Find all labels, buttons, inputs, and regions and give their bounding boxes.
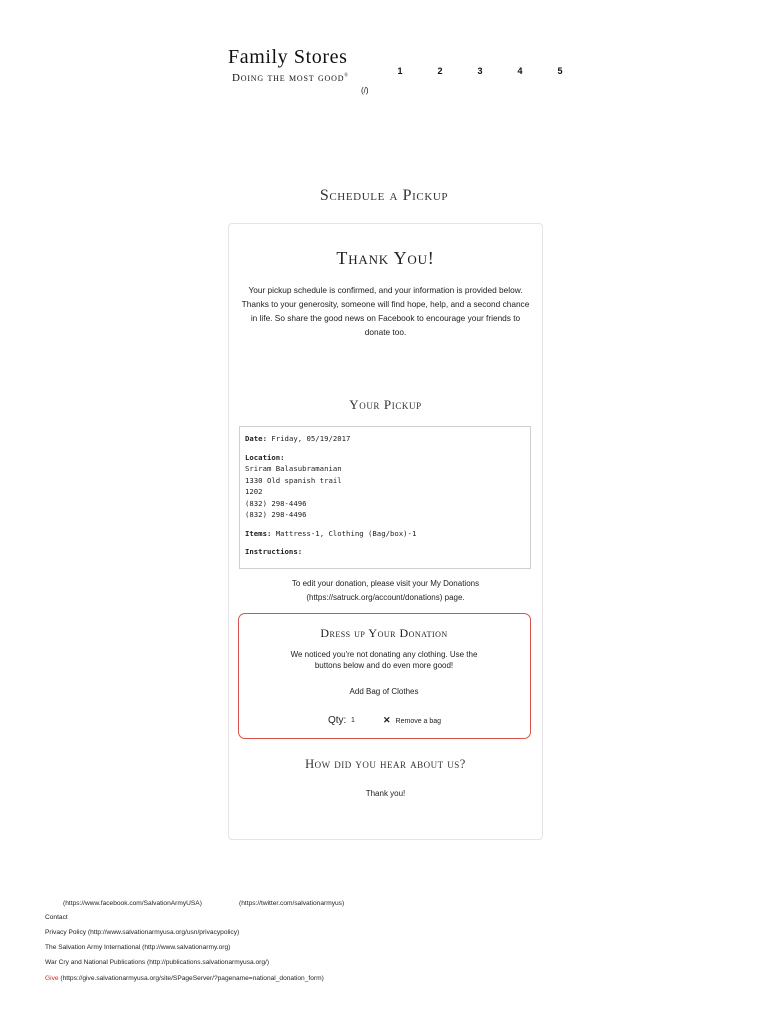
step-3: 3 [477, 66, 483, 76]
remove-bag-label: Remove a bag [395, 718, 442, 725]
give-url[interactable]: (https://give.salvationarmyusa.org/site/SPageServer/?pagename=national_donation_form) [60, 975, 324, 982]
pickup-items-row [245, 528, 525, 540]
step-1: 1 [397, 66, 403, 76]
step-4: 4 [517, 66, 523, 76]
dress-up-message: We noticed you're not donating any clothing. Use the buttons below and do even more good! [290, 650, 478, 670]
remove-bag-button[interactable] [383, 715, 441, 726]
qty-label: Qty: [328, 715, 347, 726]
date-value: Friday, 05/19/2017 [271, 434, 351, 443]
hear-thanks-text: Thank you! [365, 789, 406, 798]
confirmation-card [228, 223, 543, 840]
location-phone-2: (832) 298-4496 [245, 510, 307, 519]
trademark-mark: ® [344, 73, 349, 79]
how-did-you-hear-heading: How did you hear about us? [305, 757, 466, 771]
instructions-label: Instructions: [245, 547, 303, 556]
pickup-date-row [245, 433, 525, 445]
facebook-link[interactable]: (https://www.facebook.com/SalvationArmyUSA) [63, 900, 202, 907]
pickup-details [239, 426, 531, 569]
add-bag-button[interactable]: Add Bag of Clothes [349, 687, 419, 696]
qty-value: 1 [351, 717, 355, 724]
your-pickup-heading: Your Pickup [349, 397, 422, 412]
items-value: Mattress-1, Clothing (Bag/box)-1 [275, 528, 417, 538]
location-name: Sriram Balasubramanian [245, 464, 342, 473]
location-unit: 1202 [245, 487, 263, 496]
give-label[interactable]: Give [45, 975, 59, 982]
date-label: Date: [245, 434, 267, 443]
step-2: 2 [437, 66, 443, 76]
brand-title[interactable]: Family Stores [228, 46, 348, 68]
page-title: Schedule a Pickup [319, 187, 449, 204]
contact-link[interactable]: Contact [45, 914, 68, 921]
privacy-policy-link[interactable]: Privacy Policy (http://www.salvationarmyusa.org/usn/privacypolicy) [45, 929, 240, 936]
brand-tagline [232, 72, 349, 84]
confirmation-message: Your pickup schedule is confirmed, and your information is provided below. Thanks to your generosity, someone will find hope, help, and a second chance in life. So share the good news on Facebook to encourage your friends to donate too. [241, 285, 530, 337]
dress-up-panel [238, 613, 531, 739]
location-street: 1330 Old spanish trail [245, 475, 342, 485]
twitter-link[interactable]: (https://twitter.com/salvationarmyus) [239, 900, 345, 907]
step-5: 5 [557, 66, 563, 76]
dress-up-heading: Dress up Your Donation [320, 626, 448, 640]
salvation-army-international-link[interactable]: The Salvation Army International (http://www.salvationarmy.org) [45, 944, 231, 951]
war-cry-link[interactable]: War Cry and National Publications (http://publications.salvationarmyusa.org/) [45, 959, 270, 966]
tagline-text: Doing the most good [232, 72, 345, 84]
give-link[interactable] [45, 975, 324, 982]
x-icon: ✕ [383, 715, 391, 725]
thank-you-heading: Thank You! [336, 248, 435, 268]
edit-donation-note[interactable]: To edit your donation, please visit your My Donations (https://satruck.org/account/donations) page. [291, 579, 480, 602]
location-label: Location: [245, 452, 285, 462]
items-label: Items: [245, 528, 272, 538]
pickup-instructions-row [245, 546, 525, 558]
home-link[interactable]: (/) [361, 86, 369, 95]
location-phone-1: (832) 298-4496 [245, 498, 307, 508]
